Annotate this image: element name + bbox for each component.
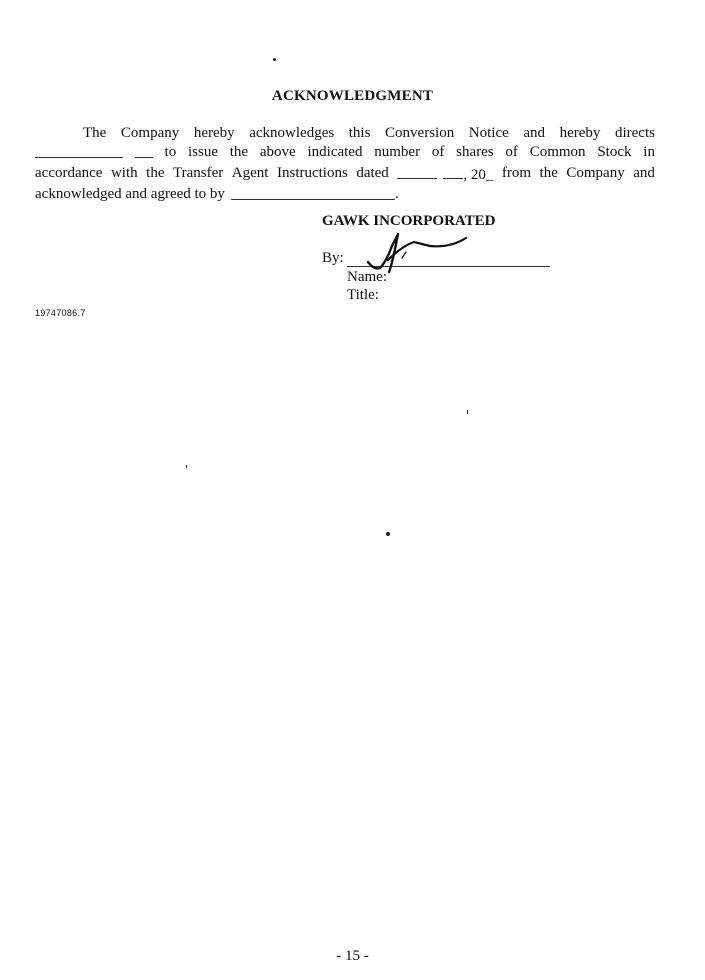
word: the <box>539 165 558 181</box>
word: directs <box>614 125 655 141</box>
word: Company <box>120 125 180 141</box>
title-label: Title: <box>347 287 379 303</box>
word: of <box>431 144 445 160</box>
paragraph-line-2 <box>35 143 655 164</box>
word: Notice <box>468 125 509 141</box>
by-label: By: <box>322 250 344 266</box>
blank-agreed-by[interactable] <box>231 185 395 200</box>
document-heading: ACKNOWLEDGMENT <box>271 88 434 104</box>
scan-speck <box>386 532 390 536</box>
paragraph-line-1 <box>35 124 655 143</box>
company-name: GAWK INCORPORATED <box>322 213 496 229</box>
word: The <box>83 125 107 141</box>
word: number <box>374 144 421 160</box>
paragraph-line-3 <box>35 164 655 185</box>
word: this <box>348 125 371 141</box>
year-prefix: , 20_ <box>463 167 494 183</box>
word: and <box>523 125 546 141</box>
word: Instructions <box>276 165 348 181</box>
word: issue <box>187 144 218 160</box>
name-label: Name: <box>347 269 387 285</box>
date-blank-group <box>397 164 493 185</box>
word: above <box>259 144 296 160</box>
word: acknowledges <box>249 125 335 141</box>
word: Agent <box>231 165 269 181</box>
blank-date-month[interactable] <box>397 164 437 179</box>
word: and <box>633 165 655 181</box>
word: Transfer <box>173 165 224 181</box>
paragraph-line-4 <box>35 185 655 204</box>
word: the <box>146 165 165 181</box>
word: Conversion <box>385 125 455 141</box>
acknowledgment-paragraph <box>35 124 655 204</box>
word: Common <box>529 144 586 160</box>
document-number: 19747086.7 <box>35 308 86 318</box>
scan-speck <box>467 410 468 414</box>
word: the <box>229 144 249 160</box>
word: to <box>164 144 177 160</box>
word: shares <box>456 144 494 160</box>
scan-speck <box>273 58 276 61</box>
scan-speck <box>186 465 187 468</box>
word: dated <box>356 165 389 181</box>
word: Stock <box>597 144 632 160</box>
word: from <box>501 165 532 181</box>
word: accordance <box>35 165 103 181</box>
word: of <box>505 144 518 160</box>
word: in <box>643 144 655 160</box>
agreed-by-text: acknowledged and agreed to by <box>35 186 225 202</box>
word: indicated <box>307 144 363 160</box>
blank-transfer-agent[interactable] <box>35 143 153 164</box>
word: Company <box>566 165 625 181</box>
page-number: - 15 - <box>336 948 369 964</box>
blank-date-day[interactable] <box>443 164 463 179</box>
word: with <box>110 165 138 181</box>
word: hereby <box>193 125 235 141</box>
word: hereby <box>559 125 601 141</box>
period: . <box>394 186 399 202</box>
